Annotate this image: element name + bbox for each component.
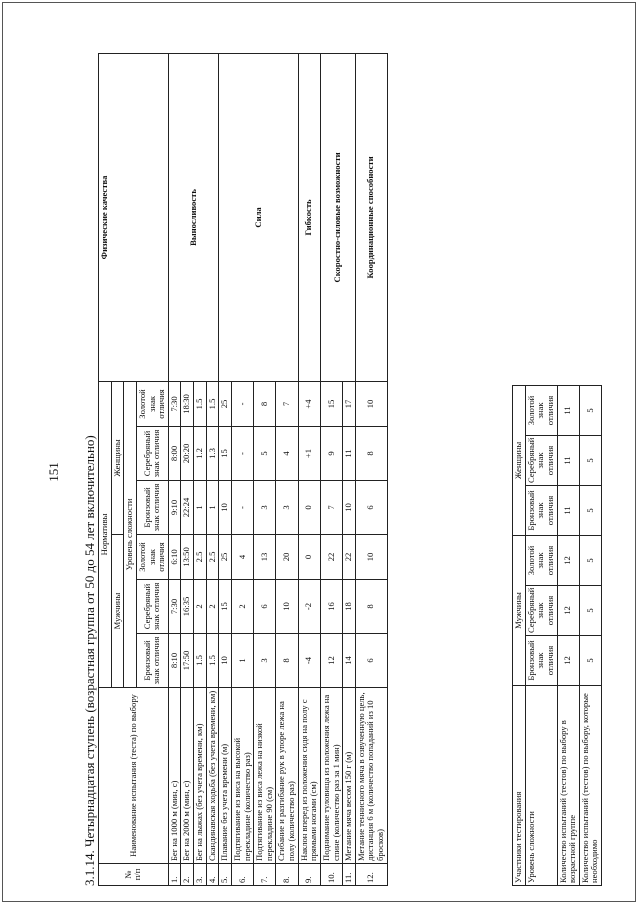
women-bronze: 1 bbox=[194, 481, 207, 535]
table-row bbox=[219, 53, 232, 885]
summary-value: 11 bbox=[557, 435, 579, 485]
row-num: 7. bbox=[254, 864, 276, 886]
summary-label: Количество испытаний (тестов) по выбору в возрастной группе bbox=[557, 686, 579, 886]
men-silver: 15 bbox=[219, 580, 232, 634]
men-bronze: 3 bbox=[254, 634, 276, 688]
women-bronze: 3 bbox=[254, 481, 276, 535]
quality-strength: Сила bbox=[219, 53, 298, 381]
men-bronze: 1 bbox=[231, 634, 253, 688]
summary-value: 5 bbox=[579, 485, 601, 535]
men-bronze: 8 bbox=[276, 634, 298, 688]
men-silver: 6 bbox=[254, 580, 276, 634]
quality-speed-strength: Скоростно-силовые возможности bbox=[320, 53, 355, 381]
men-gold: 22 bbox=[320, 535, 342, 580]
men-bronze: 14 bbox=[343, 634, 356, 688]
men-silver: 7:30 bbox=[168, 580, 181, 634]
summary-header-row-2 bbox=[525, 385, 557, 885]
quality-coordination: Координационные способности bbox=[355, 53, 387, 381]
women-gold: 1.5 bbox=[194, 381, 207, 426]
women-bronze: 6 bbox=[355, 481, 387, 535]
women-bronze: 10 bbox=[343, 481, 356, 535]
men-silver: 2 bbox=[194, 580, 207, 634]
men-bronze: -4 bbox=[298, 634, 320, 688]
men-gold: 6:10 bbox=[168, 535, 181, 580]
table-row bbox=[168, 53, 181, 885]
men-bronze: 1.5 bbox=[194, 634, 207, 688]
row-name: Сгибание и разгибание рук в упоре лежа на полу (количество раз) bbox=[276, 688, 298, 864]
header-women-gold: Золотой знак отличия bbox=[136, 381, 168, 426]
header-men-silver: Серебряный знак отличия bbox=[136, 580, 168, 634]
summary-participants: Участники тестирования bbox=[513, 686, 526, 886]
summary-row bbox=[557, 385, 579, 885]
women-silver: 1.2 bbox=[194, 427, 207, 481]
men-bronze: 17:50 bbox=[181, 634, 194, 688]
men-gold: 10 bbox=[355, 535, 387, 580]
men-bronze: 6 bbox=[355, 634, 387, 688]
summary-value: 12 bbox=[557, 586, 579, 636]
header-men-gold: Золотой знак отличия bbox=[136, 535, 168, 580]
summary-label: Количество испытаний (тестов) по выбору, которые необходимо bbox=[579, 686, 601, 886]
women-bronze: 0 bbox=[298, 481, 320, 535]
women-silver: 8 bbox=[355, 427, 387, 481]
quality-flexibility: Гибкость bbox=[298, 53, 320, 381]
women-gold: - bbox=[231, 381, 253, 426]
table-row bbox=[320, 53, 342, 885]
women-gold: 25 bbox=[219, 381, 232, 426]
women-silver: - bbox=[231, 427, 253, 481]
women-bronze: - bbox=[231, 481, 253, 535]
women-bronze: 3 bbox=[276, 481, 298, 535]
women-gold: 8 bbox=[254, 381, 276, 426]
summary-value: 5 bbox=[579, 385, 601, 435]
header-name: Наименование испытания (теста) по выбору bbox=[99, 688, 169, 864]
header-men-bronze: Бронзовый знак отличия bbox=[136, 634, 168, 688]
men-gold: 4 bbox=[231, 535, 253, 580]
table-row bbox=[298, 53, 320, 885]
header-women-silver: Серебряный знак отличия bbox=[136, 427, 168, 481]
women-bronze: 7 bbox=[320, 481, 342, 535]
summary-men-bronze: Бронзовый знак отличия bbox=[525, 636, 557, 686]
quality-endurance: Выносливость bbox=[168, 53, 219, 381]
row-num: 5. bbox=[219, 864, 232, 886]
women-silver: 11 bbox=[343, 427, 356, 481]
summary-value: 5 bbox=[579, 435, 601, 485]
women-gold: 7:30 bbox=[168, 381, 181, 426]
row-name: Бег на 1000 м (мин, с) bbox=[168, 688, 181, 864]
row-name: Подтягивание из виса на высокой перекладине (количество раз) bbox=[231, 688, 253, 864]
men-gold: 25 bbox=[219, 535, 232, 580]
women-gold: 7 bbox=[276, 381, 298, 426]
men-silver: 16:35 bbox=[181, 580, 194, 634]
women-silver: 15 bbox=[219, 427, 232, 481]
header-women-bronze: Бронзовый знак отличия bbox=[136, 481, 168, 535]
women-bronze: 22:24 bbox=[181, 481, 194, 535]
women-gold: 17 bbox=[343, 381, 356, 426]
norms-table bbox=[98, 53, 388, 886]
row-name: Поднимание туловища из положения лежа на спине (количество раз за 1 мин) bbox=[320, 688, 342, 864]
row-num: 4. bbox=[206, 864, 219, 886]
summary-value: 5 bbox=[579, 586, 601, 636]
summary-women-silver: Серебряный знак отличия bbox=[525, 435, 557, 485]
header-row-1 bbox=[99, 53, 112, 885]
men-gold: 0 bbox=[298, 535, 320, 580]
header-norms: Нормативы bbox=[99, 381, 112, 687]
men-silver: 2 bbox=[231, 580, 253, 634]
men-silver: 18 bbox=[343, 580, 356, 634]
row-name: Плавание без учета времени (м) bbox=[219, 688, 232, 864]
row-num: 9. bbox=[298, 864, 320, 886]
men-silver: 16 bbox=[320, 580, 342, 634]
women-silver: 1.3 bbox=[206, 427, 219, 481]
row-name: Наклон вперед из положения сидя на полу с прямыми ногами (см) bbox=[298, 688, 320, 864]
summary-women: Женщины bbox=[513, 385, 526, 535]
table-row bbox=[355, 53, 387, 885]
row-num: 10. bbox=[320, 864, 342, 886]
summary-table bbox=[512, 385, 602, 886]
row-num: 1. bbox=[168, 864, 181, 886]
row-num: 8. bbox=[276, 864, 298, 886]
women-gold: 10 bbox=[355, 381, 387, 426]
summary-women-bronze: Бронзовый знак отличия bbox=[525, 485, 557, 535]
men-bronze: 8:10 bbox=[168, 634, 181, 688]
summary-value: 12 bbox=[557, 636, 579, 686]
men-silver: 2 bbox=[206, 580, 219, 634]
row-num: 2. bbox=[181, 864, 194, 886]
summary-header-row-1 bbox=[513, 385, 526, 885]
men-bronze: 1.5 bbox=[206, 634, 219, 688]
women-bronze: 10 bbox=[219, 481, 232, 535]
summary-men: Мужчины bbox=[513, 535, 526, 685]
women-gold: +4 bbox=[298, 381, 320, 426]
summary-value: 11 bbox=[557, 485, 579, 535]
women-gold: 1.5 bbox=[206, 381, 219, 426]
men-gold: 22 bbox=[343, 535, 356, 580]
men-bronze: 12 bbox=[320, 634, 342, 688]
men-bronze: 10 bbox=[219, 634, 232, 688]
section-caption: 3.1.14. Четырнадцатая ступень (возрастная группа от 50 до 54 лет включительно) bbox=[82, 435, 97, 886]
men-silver: 8 bbox=[355, 580, 387, 634]
summary-difficulty: Уровень сложности bbox=[525, 686, 557, 886]
row-num: 12. bbox=[355, 864, 387, 886]
summary-value: 12 bbox=[557, 535, 579, 585]
summary-women-gold: Золотой знак отличия bbox=[525, 385, 557, 435]
row-name: Скандинавская ходьба (без учета времени, км) bbox=[206, 688, 219, 864]
men-gold: 20 bbox=[276, 535, 298, 580]
summary-value: 5 bbox=[579, 636, 601, 686]
header-num: № п/п bbox=[99, 864, 169, 886]
row-name: Бег на 2000 м (мин, с) bbox=[181, 688, 194, 864]
women-gold: 18:30 bbox=[181, 381, 194, 426]
women-silver: 9 bbox=[320, 427, 342, 481]
men-silver: 10 bbox=[276, 580, 298, 634]
summary-men-gold: Золотой знак отличия bbox=[525, 535, 557, 585]
men-gold: 13 bbox=[254, 535, 276, 580]
rotated-content bbox=[46, 52, 640, 892]
header-men: Мужчины bbox=[111, 535, 124, 688]
row-name: Подтягивание из виса лежа на низкой перекладине 90 (см) bbox=[254, 688, 276, 864]
men-gold: 2.5 bbox=[194, 535, 207, 580]
women-silver: 8:00 bbox=[168, 427, 181, 481]
women-silver: +1 bbox=[298, 427, 320, 481]
row-name: Метание мяча весом 150 г (м) bbox=[343, 688, 356, 864]
page-number: 151 bbox=[46, 462, 61, 482]
summary-value: 5 bbox=[579, 535, 601, 585]
header-women: Женщины bbox=[111, 381, 124, 534]
women-gold: 15 bbox=[320, 381, 342, 426]
header-difficulty: Уровень сложности bbox=[124, 381, 137, 687]
summary-men-silver: Серебряный знак отличия bbox=[525, 586, 557, 636]
header-quality: Физические качества bbox=[99, 53, 169, 381]
summary-value: 11 bbox=[557, 385, 579, 435]
row-num: 3. bbox=[194, 864, 207, 886]
women-silver: 5 bbox=[254, 427, 276, 481]
women-silver: 20:20 bbox=[181, 427, 194, 481]
men-silver: -2 bbox=[298, 580, 320, 634]
men-gold: 2.5 bbox=[206, 535, 219, 580]
row-num: 11. bbox=[343, 864, 356, 886]
row-num: 6. bbox=[231, 864, 253, 886]
women-bronze: 9:10 bbox=[168, 481, 181, 535]
women-silver: 4 bbox=[276, 427, 298, 481]
men-gold: 13:50 bbox=[181, 535, 194, 580]
summary-row bbox=[579, 385, 601, 885]
row-name: Метание теннисного мяча в озвученную цель, дистанция 6 м (количество попаданий из 10 бросков) bbox=[355, 688, 387, 864]
women-bronze: 1 bbox=[206, 481, 219, 535]
row-name: Бег на лыжах (без учета времени, км) bbox=[194, 688, 207, 864]
